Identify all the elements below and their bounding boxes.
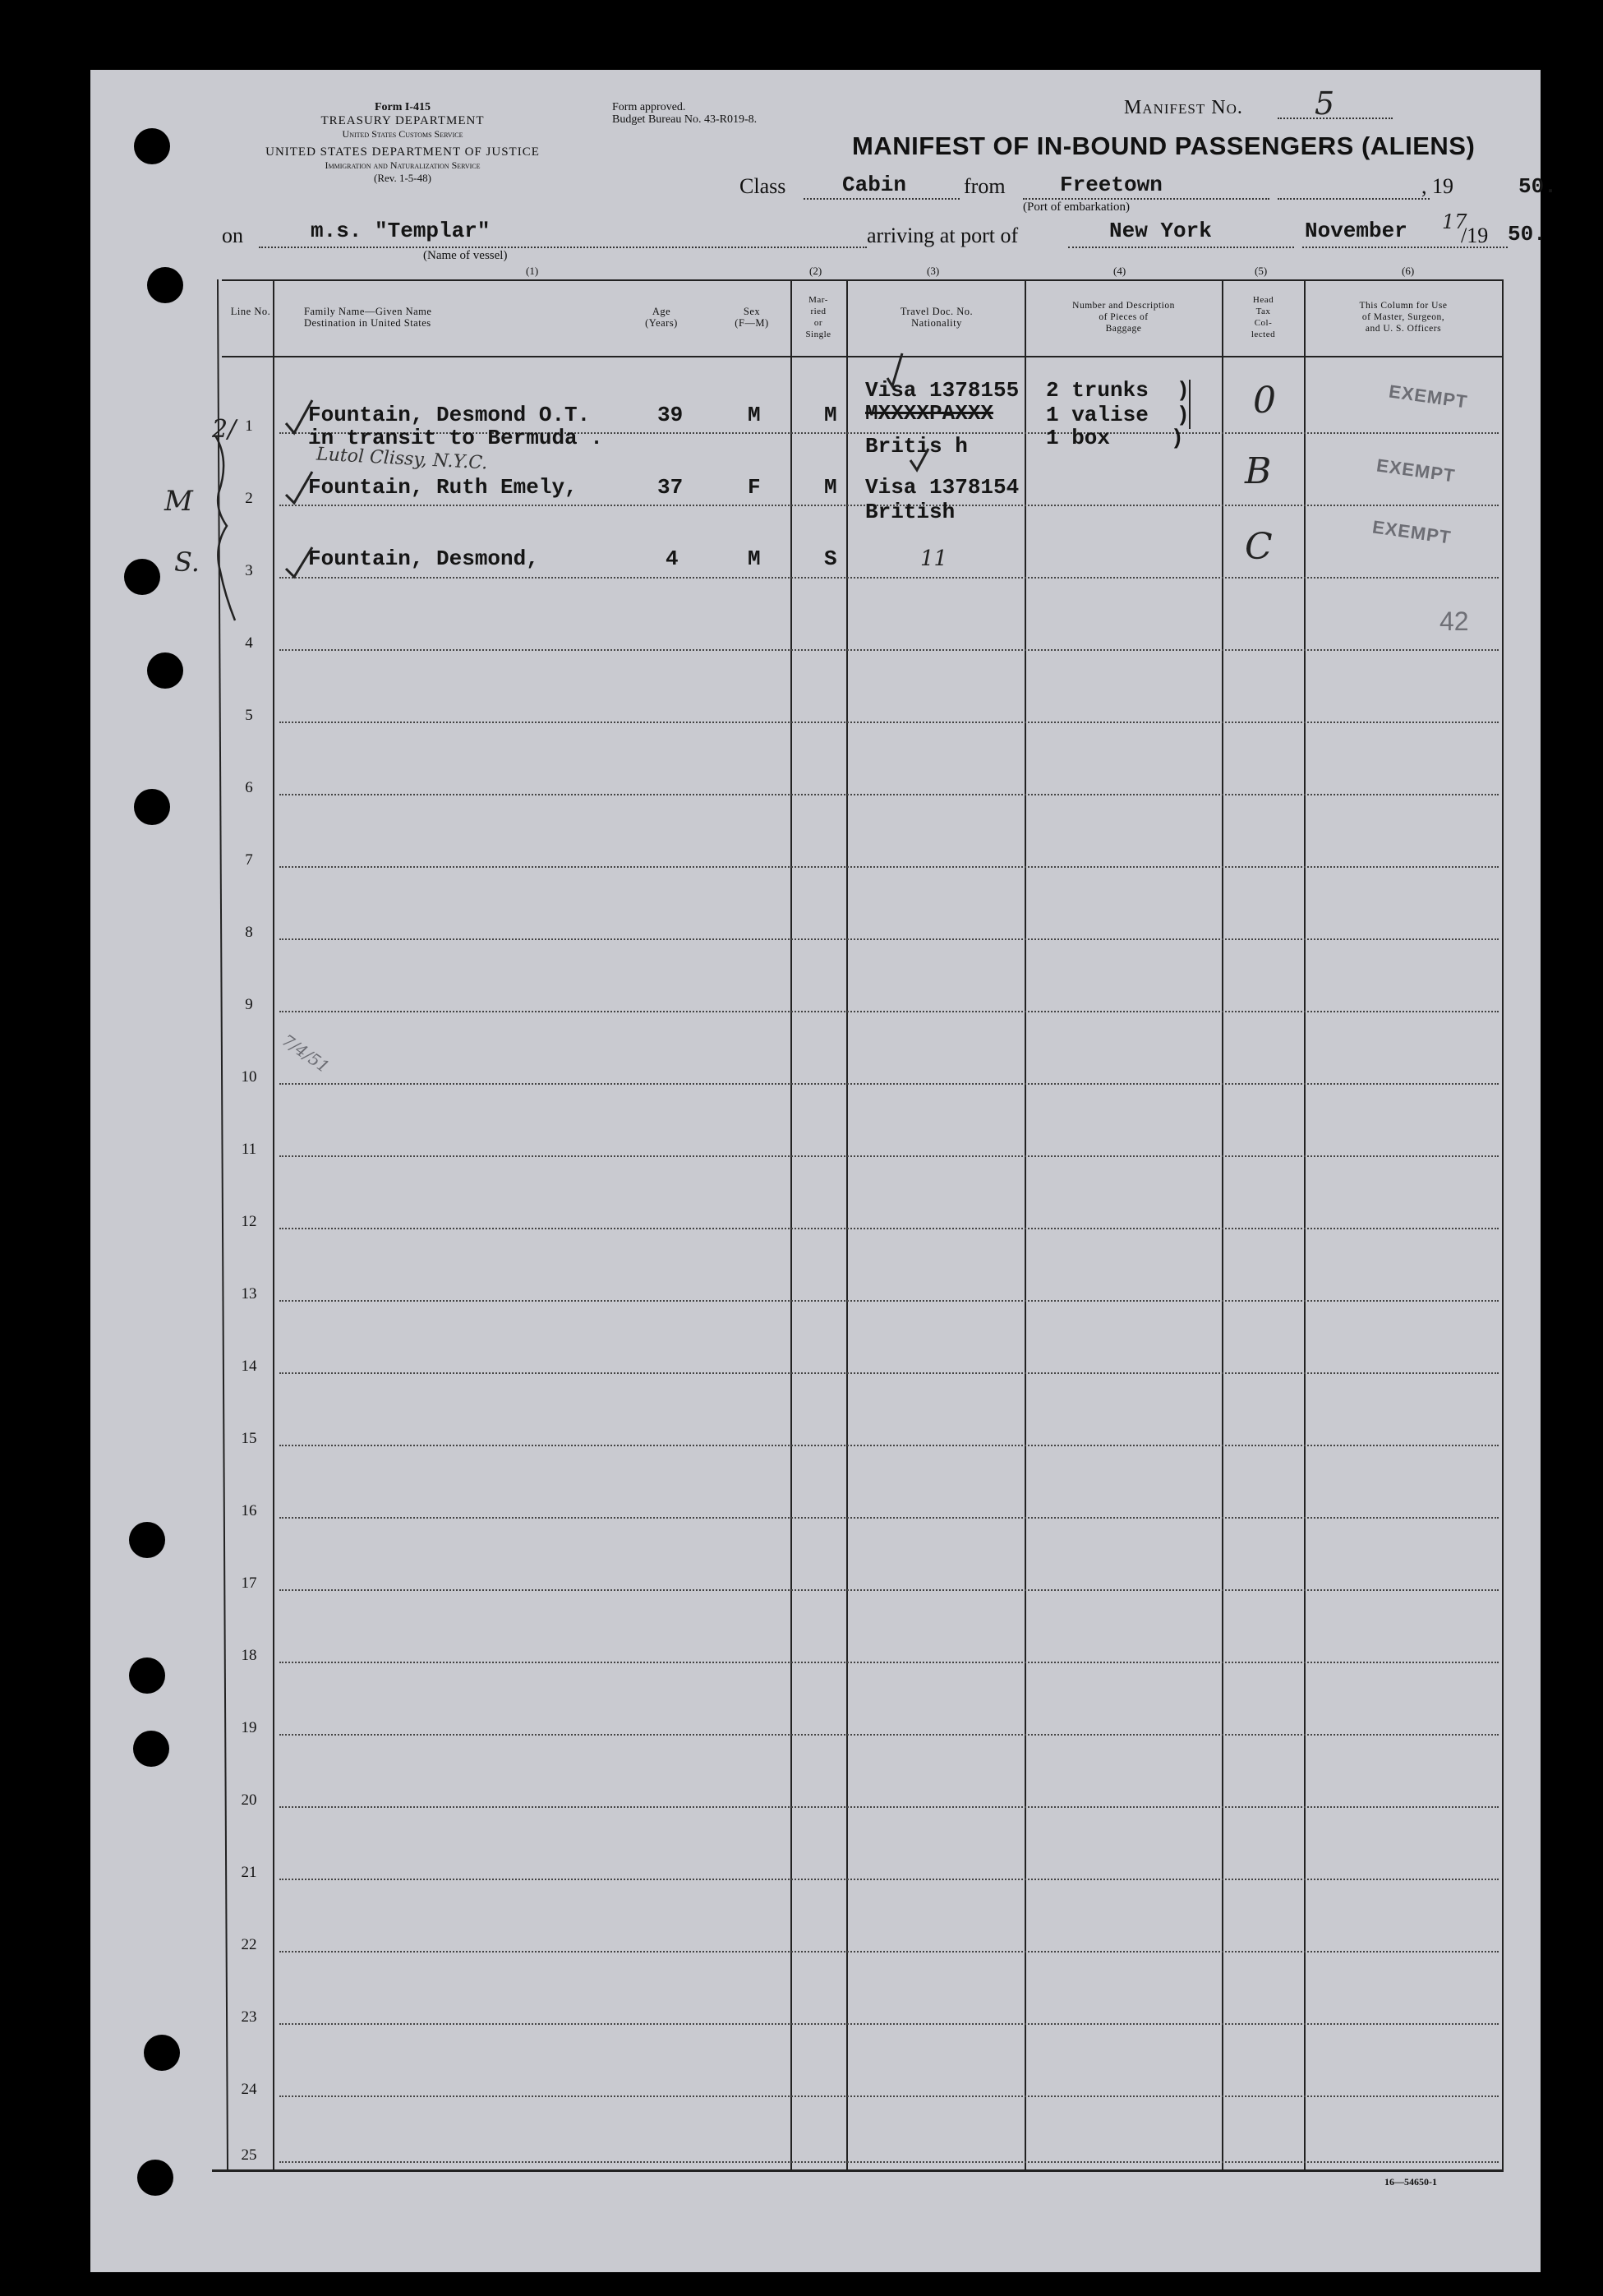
hotel-note: Lutol Clissy, N.Y.C. [316, 444, 488, 474]
line-number: 19 [241, 1719, 257, 1736]
arriving-port: New York [1109, 219, 1212, 243]
passenger-sex: M [748, 546, 761, 571]
passenger-sex: M [748, 403, 761, 427]
col-num-1: (1) [526, 265, 539, 277]
line-number: 25 [241, 2146, 257, 2164]
header-age: Age (Years) [645, 306, 678, 329]
line-number: 24 [241, 2081, 257, 2098]
class-value: Cabin [842, 173, 907, 197]
head-tax-mark: B [1245, 450, 1272, 492]
line-number: 15 [241, 1430, 257, 1447]
year-prefix-1: , 19 [1421, 174, 1453, 198]
header-officers: This Column for Use of Master, Surgeon, and U. S. Officers [1359, 301, 1448, 334]
header-married: Mar- ried or Single [805, 295, 831, 339]
margin-note-a: 2/ [212, 415, 237, 444]
header-name: Family Name—Given Name Destination in United States [304, 306, 432, 329]
head-tax-mark: 0 [1253, 380, 1276, 422]
form-number: Form I-415 [374, 101, 431, 113]
manifest-number: 5 [1315, 85, 1335, 122]
checkmark-icon [286, 400, 312, 433]
treasury-dept: TREASURY DEPARTMENT [320, 114, 485, 127]
line-number: 22 [241, 1936, 257, 1953]
margin-note-c: S. [174, 546, 200, 578]
line-number: 6 [245, 779, 253, 796]
line-number: 10 [241, 1068, 257, 1086]
passenger-married: M [824, 403, 837, 427]
arrival-date: November [1305, 219, 1407, 243]
passenger-destination: in transit to Bermuda . [308, 426, 603, 450]
baggage-paren: ) [1177, 378, 1190, 403]
line-number: 8 [245, 924, 253, 941]
year-2: 50. [1508, 222, 1546, 247]
budget-bureau: Budget Bureau No. 43-R019-8. [612, 113, 758, 126]
vessel-caption: (Name of vessel) [423, 249, 508, 262]
year-prefix-2: /19 [1461, 224, 1489, 247]
passenger-name: Fountain, Desmond, [308, 546, 539, 571]
line-number: 4 [245, 634, 253, 652]
line-number: 5 [245, 707, 253, 724]
arrival-day: 17 [1442, 210, 1467, 233]
margin-note-b: M [164, 485, 193, 518]
line-number: 16 [241, 1502, 257, 1519]
line-number: 23 [241, 2008, 257, 2026]
line-number: 14 [241, 1358, 257, 1375]
line-number: 3 [245, 562, 253, 579]
passenger-travel-doc: Visa 1378155 [865, 378, 1020, 403]
passenger-nationality: British [865, 500, 956, 524]
manifest-title: MANIFEST OF IN-BOUND PASSENGERS (ALIENS) [852, 131, 1476, 160]
baggage-paren: ) [1177, 403, 1190, 427]
exempt-stamp: EXEMPT [1375, 454, 1457, 486]
baggage-item: 1 box [1046, 426, 1111, 450]
faint-note: 7/4/51 [278, 1030, 334, 1077]
baggage-paren: ) [1171, 426, 1184, 450]
exempt-stamp: EXEMPT [1387, 380, 1469, 413]
line-number: 2 [245, 490, 253, 507]
from-value: Freetown [1060, 173, 1163, 197]
col-num-6: (6) [1402, 265, 1415, 277]
class-label: Class [739, 174, 786, 198]
officer-number: 42 [1439, 606, 1469, 636]
col-num-5: (5) [1255, 265, 1268, 277]
exempt-stamp: EXEMPT [1370, 516, 1453, 548]
justice-dept: UNITED STATES DEPARTMENT OF JUSTICE [265, 145, 540, 159]
header-head-tax: Head Tax Col- lected [1251, 295, 1276, 339]
head-tax-mark: C [1245, 526, 1273, 568]
passenger-age: 39 [657, 403, 684, 427]
vessel-name: m.s. "Templar" [311, 219, 491, 243]
passenger-age: 4 [666, 546, 679, 571]
header-baggage: Number and Description of Pieces of Baggage [1072, 301, 1175, 334]
form-approved: Form approved. [612, 101, 686, 113]
line-number: 13 [241, 1285, 257, 1302]
line-number: 11 [241, 1141, 257, 1158]
checkmark-icon [910, 449, 928, 470]
passenger-nationality: Britis h [865, 434, 968, 459]
line-number: 7 [245, 851, 253, 869]
baggage-item: 2 trunks [1046, 378, 1149, 403]
line-number: 12 [241, 1213, 257, 1230]
header-sex: Sex (F—M) [735, 306, 769, 329]
header-travel-doc: Travel Doc. No. Nationality [900, 306, 974, 329]
bracket-icon [215, 436, 235, 620]
line-number: 20 [241, 1791, 257, 1809]
ins-service: Immigration and Naturalization Service [325, 159, 481, 171]
col-num-4: (4) [1113, 265, 1126, 277]
checkmark-icon [286, 472, 312, 503]
passenger-sex: F [748, 475, 761, 500]
col-num-3: (3) [927, 265, 940, 277]
passenger-name: Fountain, Desmond O.T. [308, 403, 591, 427]
passenger-married: S [824, 546, 837, 571]
manifest-label: Manifest No. [1124, 97, 1243, 118]
passenger-travel-doc: Visa 1378154 [865, 475, 1020, 500]
passenger-doc-struck: MXXXXPAXXX [865, 401, 994, 426]
passenger-married: M [824, 475, 837, 500]
baggage-item: 1 valise [1046, 403, 1149, 427]
line-number: 18 [241, 1647, 257, 1664]
year-1: 50. [1518, 174, 1557, 199]
col-num-2: (2) [809, 265, 822, 277]
header-line-no: Line No. [230, 306, 271, 317]
line-number: 9 [245, 996, 253, 1013]
checkmark-icon [286, 547, 312, 577]
checkmark-icon [887, 353, 902, 386]
passenger-age: 37 [657, 475, 684, 500]
passenger-travel-doc: 11 [920, 546, 948, 571]
arriving-label: arriving at port of [867, 224, 1019, 247]
revision-date: (Rev. 1-5-48) [374, 172, 431, 184]
on-label: on [222, 224, 243, 247]
line-number: 1 [245, 417, 253, 435]
from-label: from [964, 174, 1006, 198]
passenger-name: Fountain, Ruth Emely, [308, 475, 578, 500]
footer-code: 16—54650-1 [1384, 2176, 1437, 2188]
customs-service: United States Customs Service [342, 128, 463, 140]
port-caption: (Port of embarkation) [1023, 201, 1130, 214]
line-number: 17 [241, 1574, 257, 1592]
line-number: 21 [241, 1864, 257, 1881]
